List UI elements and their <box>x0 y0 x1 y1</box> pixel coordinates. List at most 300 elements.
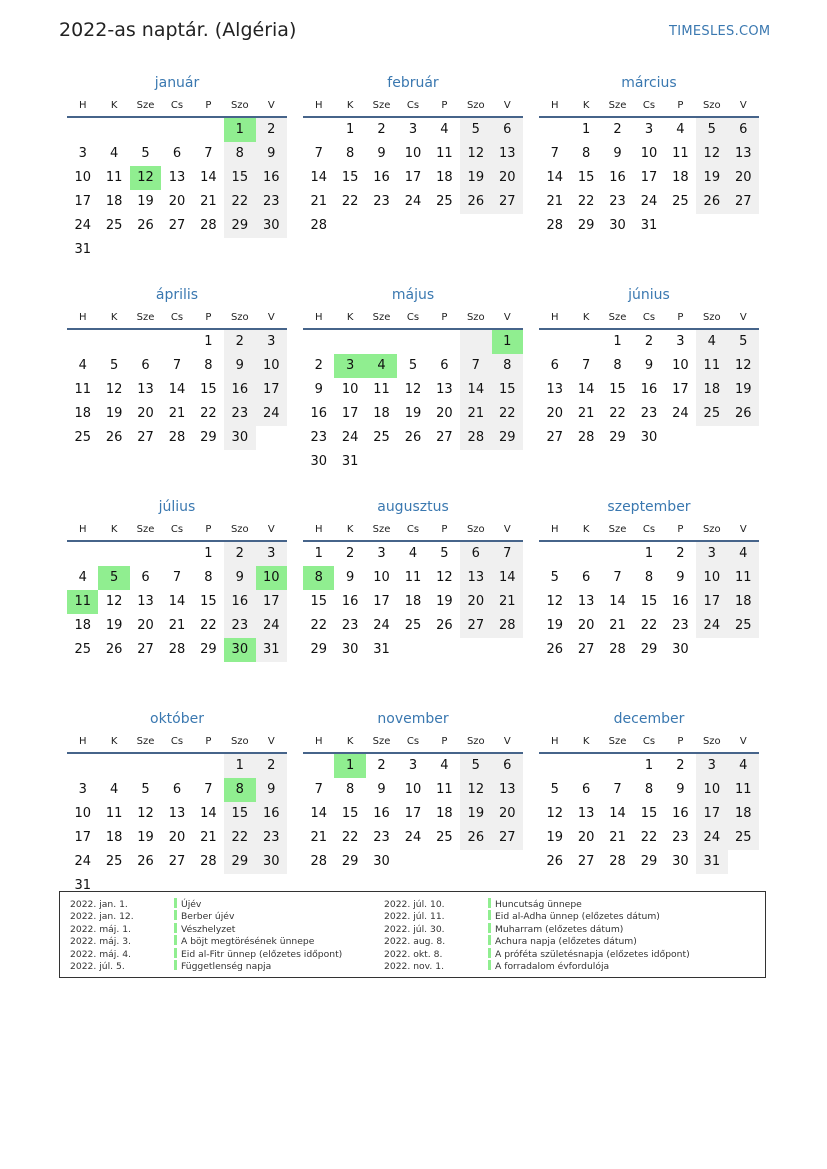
day-cell: 23 <box>373 194 390 209</box>
weekday-label: Szo <box>702 524 721 535</box>
day-cell: 24 <box>341 430 359 445</box>
day-cell: 27 <box>492 826 523 850</box>
day-cell: 15 <box>609 382 626 397</box>
day-cell: 13 <box>492 778 523 802</box>
day-cell: 22 <box>310 618 327 633</box>
holiday-name: Berber újév <box>181 911 235 923</box>
holiday-name: A próféta születésnapja (előzetes időpont) <box>495 948 690 960</box>
day-cell: 15 <box>310 594 327 609</box>
empty-cell <box>429 850 460 874</box>
day-cell: 31 <box>640 218 658 233</box>
day-cell: 27 <box>577 642 595 657</box>
empty-cell <box>429 214 460 238</box>
day-cell: 10 <box>672 358 689 373</box>
day-cell: 26 <box>728 402 759 426</box>
empty-cell <box>366 214 397 238</box>
day-cell: 13 <box>577 806 595 821</box>
day-cell: 1 <box>204 546 213 561</box>
weekday-label: H <box>78 100 87 111</box>
weekday-label: Szo <box>702 312 721 323</box>
day-cell: 14 <box>168 594 186 609</box>
day-cell: 12 <box>105 382 123 397</box>
day-cell: 16 <box>224 378 255 402</box>
weekday-label: P <box>441 100 448 111</box>
day-cell: 9 <box>314 382 323 397</box>
weekday-label: V <box>739 100 747 111</box>
weekday-label: Szo <box>466 100 485 111</box>
empty-cell <box>67 754 98 778</box>
empty-cell <box>98 754 129 778</box>
holiday-row <box>384 948 690 960</box>
day-cell: 21 <box>609 618 626 633</box>
day-cell: 19 <box>460 166 491 190</box>
empty-cell <box>130 754 161 778</box>
holiday-marker <box>174 910 177 920</box>
day-grid <box>303 330 523 474</box>
day-cell: 30 <box>640 430 658 445</box>
month-november <box>303 708 523 920</box>
day-cell: 29 <box>224 850 255 874</box>
month-title: november <box>377 711 449 727</box>
day-cell: 24 <box>256 614 287 638</box>
day-cell: 28 <box>609 854 626 869</box>
holiday-column-left <box>70 898 342 972</box>
day-cell: 13 <box>168 170 186 185</box>
holiday-row <box>384 923 690 935</box>
day-cell: 14 <box>609 594 626 609</box>
day-cell: 31 <box>74 242 91 257</box>
weekday-label: V <box>739 524 747 535</box>
empty-cell <box>130 238 161 262</box>
day-cell: 7 <box>581 358 591 373</box>
weekday-label: H <box>550 524 559 535</box>
holiday-row <box>70 948 342 960</box>
day-cell: 2 <box>224 330 255 354</box>
day-cell: 17 <box>404 806 422 821</box>
day-grid <box>539 118 759 238</box>
day-cell: 27 <box>728 190 759 214</box>
holiday-marker <box>488 960 491 970</box>
day-cell: 18 <box>436 806 453 821</box>
empty-cell <box>130 542 161 566</box>
holiday-marker <box>174 948 177 958</box>
month-október <box>67 708 287 923</box>
day-cell: 9 <box>224 354 255 378</box>
holiday-row <box>70 935 342 947</box>
weekday-header <box>67 306 287 330</box>
day-grid <box>67 754 287 898</box>
day-cell: 2 <box>256 754 287 778</box>
day-cell: 9 <box>256 142 287 166</box>
weekday-header <box>539 518 759 542</box>
weekday-label: V <box>503 736 511 747</box>
day-cell: 18 <box>696 378 727 402</box>
day-cell: 6 <box>440 358 449 373</box>
day-cell: 5 <box>550 782 559 797</box>
day-cell: 28 <box>168 642 186 657</box>
day-cell: 16 <box>609 170 626 185</box>
weekday-label: K <box>582 312 590 323</box>
day-cell: 17 <box>696 802 727 826</box>
weekday-label: Szo <box>466 312 485 323</box>
day-cell: 6 <box>172 146 182 161</box>
weekday-label: Cs <box>170 736 184 747</box>
day-cell: 26 <box>460 190 491 214</box>
day-cell: 24 <box>640 194 658 209</box>
day-cell: 14 <box>492 566 523 590</box>
day-cell: 15 <box>224 802 255 826</box>
empty-cell <box>161 118 192 142</box>
empty-cell <box>460 450 491 474</box>
day-cell: 24 <box>696 826 727 850</box>
brand-link[interactable]: TIMESLES.COM <box>669 24 771 39</box>
empty-cell <box>224 238 255 262</box>
day-cell: 17 <box>341 406 359 421</box>
day-cell: 30 <box>373 854 390 869</box>
empty-cell <box>256 426 287 450</box>
weekday-label: P <box>677 524 684 535</box>
weekday-label: P <box>441 736 448 747</box>
day-cell: 20 <box>577 830 595 845</box>
holiday-day-cell: 8 <box>224 778 255 802</box>
day-cell: 8 <box>644 570 654 585</box>
day-cell: 4 <box>408 546 418 561</box>
day-cell: 29 <box>200 430 217 445</box>
day-cell: 23 <box>341 618 359 633</box>
day-cell: 30 <box>256 214 287 238</box>
empty-cell <box>67 330 98 354</box>
day-cell: 26 <box>546 642 563 657</box>
day-cell: 1 <box>314 546 323 561</box>
weekday-label: K <box>582 524 590 535</box>
weekday-header <box>67 518 287 542</box>
holiday-name: Huncutság ünnepe <box>495 899 582 910</box>
day-cell: 9 <box>224 566 255 590</box>
day-cell: 13 <box>137 382 154 397</box>
empty-cell <box>492 850 523 874</box>
day-cell: 5 <box>141 782 150 797</box>
empty-cell <box>429 638 460 662</box>
day-cell: 23 <box>256 826 287 850</box>
day-cell: 4 <box>109 782 119 797</box>
empty-cell <box>728 638 759 662</box>
day-cell: 9 <box>676 782 685 797</box>
day-cell: 7 <box>492 542 523 566</box>
day-cell: 3 <box>644 122 654 137</box>
day-cell: 30 <box>609 218 626 233</box>
day-cell: 6 <box>460 542 491 566</box>
month-szeptember <box>539 496 759 708</box>
day-cell: 25 <box>404 618 422 633</box>
day-cell: 2 <box>676 758 685 773</box>
holiday-name: Achura napja (előzetes dátum) <box>495 936 637 948</box>
day-cell: 5 <box>440 546 449 561</box>
holiday-marker <box>174 960 177 970</box>
empty-cell <box>303 118 334 142</box>
day-cell: 19 <box>436 594 453 609</box>
holiday-day-cell: 4 <box>366 354 397 378</box>
day-cell: 4 <box>440 758 449 773</box>
empty-cell <box>397 214 428 238</box>
day-cell: 3 <box>408 758 418 773</box>
day-cell: 21 <box>460 402 491 426</box>
weekday-label: Cs <box>406 100 420 111</box>
weekday-label: K <box>346 736 354 747</box>
weekday-header <box>67 730 287 754</box>
day-cell: 30 <box>224 426 255 450</box>
empty-cell <box>665 426 696 450</box>
empty-cell <box>193 238 224 262</box>
day-cell: 30 <box>310 454 327 469</box>
day-cell: 14 <box>310 806 327 821</box>
holiday-day-cell: 10 <box>256 566 287 590</box>
weekday-label: P <box>205 736 212 747</box>
holiday-row <box>384 935 690 947</box>
day-cell: 22 <box>224 826 255 850</box>
weekday-label: P <box>441 524 448 535</box>
day-cell: 26 <box>460 826 491 850</box>
empty-cell <box>460 850 491 874</box>
day-cell: 2 <box>676 546 685 561</box>
day-cell: 19 <box>696 166 727 190</box>
day-cell: 21 <box>310 830 327 845</box>
empty-cell <box>334 214 365 238</box>
weekday-label: K <box>582 100 590 111</box>
day-cell: 11 <box>105 806 123 821</box>
day-cell: 29 <box>341 854 359 869</box>
day-cell: 26 <box>137 854 154 869</box>
day-cell: 14 <box>546 170 563 185</box>
day-cell: 8 <box>204 570 213 585</box>
day-cell: 5 <box>550 570 559 585</box>
holiday-marker <box>488 948 491 958</box>
day-cell: 1 <box>224 754 255 778</box>
day-cell: 26 <box>137 218 154 233</box>
day-cell: 16 <box>256 166 287 190</box>
empty-cell <box>429 450 460 474</box>
day-cell: 7 <box>314 146 323 161</box>
day-cell: 17 <box>696 590 727 614</box>
empty-cell <box>256 238 287 262</box>
holiday-day-cell: 3 <box>334 354 365 378</box>
day-cell: 13 <box>577 594 595 609</box>
holiday-date: 2022. júl. 30. <box>384 923 445 935</box>
day-cell: 18 <box>74 618 91 633</box>
day-cell: 15 <box>492 378 523 402</box>
day-cell: 13 <box>728 142 759 166</box>
month-február <box>303 72 523 284</box>
weekday-label: P <box>205 312 212 323</box>
holiday-name: Eid al-Fitr ünnep (előzetes időpont) <box>181 948 343 960</box>
day-cell: 4 <box>696 330 727 354</box>
empty-cell <box>366 450 397 474</box>
empty-cell <box>570 754 601 778</box>
day-cell: 20 <box>168 194 186 209</box>
holiday-day-cell: 12 <box>130 166 161 190</box>
weekday-label: Cs <box>170 524 184 535</box>
weekday-header <box>67 94 287 118</box>
day-cell: 13 <box>460 566 491 590</box>
day-cell: 3 <box>78 782 87 797</box>
day-cell: 9 <box>613 146 622 161</box>
weekday-label: Sze <box>608 524 627 535</box>
day-cell: 28 <box>609 642 626 657</box>
day-cell: 20 <box>546 406 563 421</box>
holiday-day-cell: 11 <box>67 590 98 614</box>
weekday-label: K <box>346 524 354 535</box>
day-grid <box>303 754 523 874</box>
day-cell: 31 <box>256 638 287 662</box>
day-cell: 24 <box>373 618 390 633</box>
day-cell: 10 <box>696 566 727 590</box>
empty-cell <box>539 542 570 566</box>
day-cell: 2 <box>224 542 255 566</box>
day-cell: 27 <box>577 854 595 869</box>
day-cell: 27 <box>436 430 453 445</box>
day-cell: 29 <box>640 854 658 869</box>
day-cell: 18 <box>728 590 759 614</box>
holiday-day-cell: 1 <box>492 330 523 354</box>
empty-cell <box>602 542 633 566</box>
day-cell: 24 <box>696 614 727 638</box>
empty-cell <box>161 238 192 262</box>
day-cell: 18 <box>404 594 422 609</box>
day-cell: 5 <box>460 118 491 142</box>
month-március <box>539 72 759 284</box>
day-cell: 31 <box>373 642 390 657</box>
empty-cell <box>161 542 192 566</box>
day-cell: 8 <box>644 782 654 797</box>
day-cell: 28 <box>460 426 491 450</box>
day-cell: 1 <box>345 122 355 137</box>
day-cell: 20 <box>492 802 523 826</box>
day-cell: 10 <box>373 570 390 585</box>
day-cell: 8 <box>345 782 355 797</box>
day-cell: 7 <box>613 782 622 797</box>
day-cell: 2 <box>377 758 386 773</box>
day-cell: 26 <box>546 854 563 869</box>
holiday-marker <box>488 923 491 933</box>
day-cell: 16 <box>373 806 390 821</box>
day-cell: 28 <box>310 854 327 869</box>
month-title: június <box>628 287 670 303</box>
day-cell: 19 <box>404 406 422 421</box>
day-cell: 21 <box>200 830 217 845</box>
day-cell: 13 <box>137 594 154 609</box>
weekday-label: V <box>739 736 747 747</box>
weekday-header <box>303 306 523 330</box>
weekday-label: Szo <box>702 736 721 747</box>
day-cell: 25 <box>672 194 689 209</box>
weekday-header <box>539 730 759 754</box>
day-cell: 4 <box>78 570 87 585</box>
day-cell: 29 <box>200 642 217 657</box>
day-cell: 6 <box>550 358 559 373</box>
empty-cell <box>366 330 397 354</box>
day-cell: 17 <box>404 170 422 185</box>
weekday-label: Cs <box>642 100 656 111</box>
day-cell: 5 <box>696 118 727 142</box>
weekday-label: Cs <box>170 100 184 111</box>
day-cell: 7 <box>204 782 213 797</box>
day-grid <box>303 542 523 662</box>
day-cell: 21 <box>577 406 595 421</box>
day-cell: 27 <box>546 430 563 445</box>
day-cell: 21 <box>609 830 626 845</box>
holiday-name: Muharram (előzetes dátum) <box>495 923 624 935</box>
weekday-label: Szo <box>230 524 249 535</box>
holiday-name: A böjt megtörésének ünnepe <box>181 936 315 948</box>
day-cell: 12 <box>546 594 563 609</box>
day-cell: 22 <box>200 618 217 633</box>
empty-cell <box>539 754 570 778</box>
day-cell: 25 <box>74 642 91 657</box>
day-cell: 6 <box>581 570 591 585</box>
holiday-day-cell: 1 <box>334 754 365 778</box>
empty-cell <box>696 638 727 662</box>
day-cell: 20 <box>137 618 154 633</box>
day-cell: 26 <box>105 430 123 445</box>
day-cell: 27 <box>137 430 154 445</box>
month-title: május <box>391 287 435 303</box>
weekday-label: Cs <box>406 312 420 323</box>
day-cell: 5 <box>728 330 759 354</box>
day-cell: 23 <box>672 830 689 845</box>
weekday-label: Szo <box>230 736 249 747</box>
month-title: december <box>613 711 685 727</box>
weekday-label: H <box>314 100 323 111</box>
weekday-label: K <box>110 736 118 747</box>
holiday-date: 2022. jan. 12. <box>70 911 134 923</box>
weekday-header <box>303 518 523 542</box>
empty-cell <box>303 330 334 354</box>
day-cell: 14 <box>609 806 626 821</box>
day-cell: 12 <box>728 354 759 378</box>
day-cell: 8 <box>581 146 591 161</box>
day-cell: 4 <box>676 122 685 137</box>
day-cell: 12 <box>105 594 123 609</box>
month-december <box>539 708 759 920</box>
day-cell: 19 <box>105 406 123 421</box>
weekday-label: Sze <box>372 100 391 111</box>
weekday-header <box>303 94 523 118</box>
empty-cell <box>98 542 129 566</box>
day-cell: 14 <box>310 170 327 185</box>
weekday-label: H <box>550 736 559 747</box>
holiday-day-cell: 8 <box>303 566 334 590</box>
empty-cell <box>193 118 224 142</box>
holiday-marker <box>174 935 177 945</box>
holiday-date: 2022. júl. 5. <box>70 960 125 972</box>
day-cell: 28 <box>577 430 595 445</box>
day-cell: 11 <box>672 146 689 161</box>
day-cell: 24 <box>74 218 91 233</box>
weekday-label: K <box>110 312 118 323</box>
day-cell: 1 <box>644 546 654 561</box>
day-cell: 14 <box>577 382 595 397</box>
day-cell: 26 <box>696 190 727 214</box>
day-cell: 29 <box>577 218 595 233</box>
day-cell: 23 <box>672 618 689 633</box>
day-cell: 25 <box>728 826 759 850</box>
day-cell: 30 <box>672 642 689 657</box>
day-cell: 19 <box>546 830 563 845</box>
day-cell: 24 <box>256 402 287 426</box>
day-cell: 9 <box>377 146 386 161</box>
day-cell: 21 <box>168 618 186 633</box>
day-cell: 13 <box>546 382 563 397</box>
day-cell: 22 <box>224 190 255 214</box>
